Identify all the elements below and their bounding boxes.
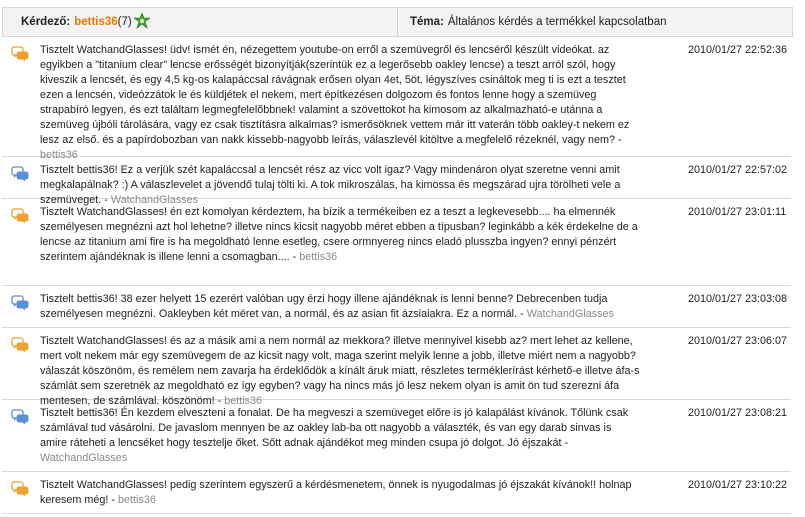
message-body: Tisztelt WatchandGlasses! pedig szerintem egyszerű a kérdésmenetem, önnek is nyugodalmas jó éjszakát kívánok!! holnap keresem még!: [40, 479, 632, 506]
author-separator: -: [214, 395, 225, 407]
author-separator: -: [108, 494, 119, 506]
message-timestamp: 2010/01/27 23:01:11: [688, 206, 787, 218]
message-row: [2, 37, 791, 161]
message-row: [2, 328, 791, 407]
asker-rating-count: (7): [117, 16, 132, 28]
question-bubbles-icon: [11, 46, 29, 62]
message-author: bettis36: [224, 395, 263, 407]
message-author: bettis36: [118, 494, 156, 506]
question-bubbles-icon: [11, 208, 29, 224]
message-body: Tisztelt WatchandGlasses! üdv! ismét én, nézegettem youtube-on erről a szemüvegről és lencséről készült videókat. az egyikben a "titanium clear" lencse erősségét bizonyítják(szerintük ez a legerősebb oakley lencse) a teszt arról szól, hogy kiveszik a lencsét, és egy 4,5 kg-os kalapáccsal rávágnak erősen olyan 4et, 5öt. légyszíves csináltok meg ti is ezt a tesztet ezen a lencsén, videózzátok le és küldjétek el nekem, mert építkezésen dolgozom és fontos lenne hogy a szemüveg strapabíró legyen, és ezt találtam legmegfelelőbbnek! valamint a szövettokot ha kimosom az alkalmazható-e utánna a szemüveg újbóli tárolására, vagy ez csak tisztításra alkalmas? ismerősöknek vettem már itt vaterán több oakley-t nekem ez lesz az első. és a papírdobozban van nakk kissebb-nagyobb leírás, válaszlevél kitöltve a megfelelő rézeknél, vagy nem?: [40, 44, 630, 146]
message-body: Tisztelt bettis36! Ez a verjük szét kapaláccsal a lencsét rész az vicc volt igaz? Vagy mindenáron olyat szeretne venni amit megkalapálnak? :) A válaszlevelet a jövendő tulaj tölti ki. A tok mikroszálas, ha kimossa és megszárad ujra törölheti vele a szemüveget.: [40, 164, 621, 206]
message-text: [40, 406, 640, 466]
message-list: [2, 37, 791, 514]
message-timestamp: 2010/01/27 23:06:07: [688, 335, 788, 347]
message-row: [2, 157, 791, 206]
author-separator: -: [289, 251, 300, 263]
question-bubbles-icon: [11, 337, 29, 353]
message-row: [2, 472, 791, 514]
message-text: [40, 205, 640, 265]
message-timestamp: 2010/01/27 23:08:21: [688, 407, 788, 419]
topic-cell: [398, 8, 792, 36]
thread-header: [2, 7, 793, 37]
author-separator: -: [101, 194, 111, 206]
answer-bubbles-icon: [11, 409, 29, 425]
asker-label: Kérdező:: [21, 16, 71, 28]
message-body: Tisztelt bettis36! 38 ezer helyett 15 ezerért valóban ugy érzi hogy illene ajándéknak is lenni benne? Debrecenben tudja személyesen megnézni. Oakleyben két méret van, a normál, és az asian fit ázsiaiakra. Ez a normál.: [40, 293, 608, 320]
topic-value: Általános kérdés a termékkel kapcsolatban: [447, 16, 667, 28]
message-author: bettis36: [40, 149, 78, 161]
topic-label: Téma:: [410, 16, 444, 28]
asker-name-link[interactable]: bettis36: [74, 16, 118, 28]
message-row: [2, 286, 791, 328]
message-timestamp: 2010/01/27 22:52:36: [688, 44, 788, 56]
message-body: Tisztelt bettis36! Én kezdem elveszteni a fonalat. De ha megveszi a szemüveget előre is jó kalapálást kívánok. Tőlünk csak számlával tud vásárolni. De javaslom mennyen be az oakley lab-ba ott nagyobb a választék, és van egy darab sinvas is amire ráteheti a lencséket hogy tesztelje őket. Sőtt adnak ajándékot meg minden csupa jó dolgot. Jó éjszakát: [40, 407, 629, 449]
message-author: WatchandGlasses: [40, 452, 128, 464]
message-author: WatchandGlasses: [526, 308, 614, 320]
message-timestamp: 2010/01/27 23:03:08: [688, 293, 788, 305]
message-timestamp: 2010/01/27 23:10:22: [688, 479, 788, 491]
message-text: [40, 292, 640, 322]
message-text: [40, 43, 640, 163]
message-text: [40, 334, 640, 409]
message-row: [2, 199, 791, 286]
message-text: [40, 478, 640, 508]
star-badge-icon: [134, 13, 150, 32]
message-timestamp: 2010/01/27 22:57:02: [688, 164, 788, 176]
message-row: [2, 400, 791, 472]
message-author: WatchandGlasses: [110, 194, 199, 206]
message-body: Tisztelt WatchandGlasses! én ezt komolyan kérdeztem, ha bízik a termékeiben ez a teszt a legkevesebb.... ha elmennék személyesen megnézni azt hol lehetne? illetve nincs kicsit nagyobb méret ebben a típusban? leginkább a kék érdekelne de a lencse az titanium ami fire is ha megoldható lenne esetleg, csere ormnyereg nincs eladó plusszba ingyen? ennyi pénzért szerintem ajándéknak is illene lenni a csomagban....: [40, 206, 638, 263]
answer-bubbles-icon: [11, 166, 29, 182]
answer-bubbles-icon: [11, 295, 29, 311]
author-separator: -: [517, 308, 527, 320]
asker-cell: [3, 8, 398, 36]
message-author: bettis36: [299, 251, 338, 263]
question-bubbles-icon: [11, 481, 29, 497]
author-separator: -: [614, 134, 622, 146]
message-body: Tisztelt WatchandGlasses! és az a másik ami a nem normál az mekkora? illetve mennyivel kisebb az? mert lehet az kellene, mert volt nekem már egy szemüvegem de az kicsit nagy volt, maga szerint melyik lenne a jobb, illetve miért nem a nagyobb? válaszát köszönöm, és remélem nem zavarja ha érdeklődök a kínált áruk miatt, részletes terméklerírást kérhető-e illetve áfa-s számlát sem szeretnék az megoldható ez így egyben? vagy ha nincs más jó lesz nekem olyan is amit ön tud szerezni áfa mentesen, de számlával. köszönöm!: [40, 335, 640, 407]
author-separator: -: [561, 437, 569, 449]
